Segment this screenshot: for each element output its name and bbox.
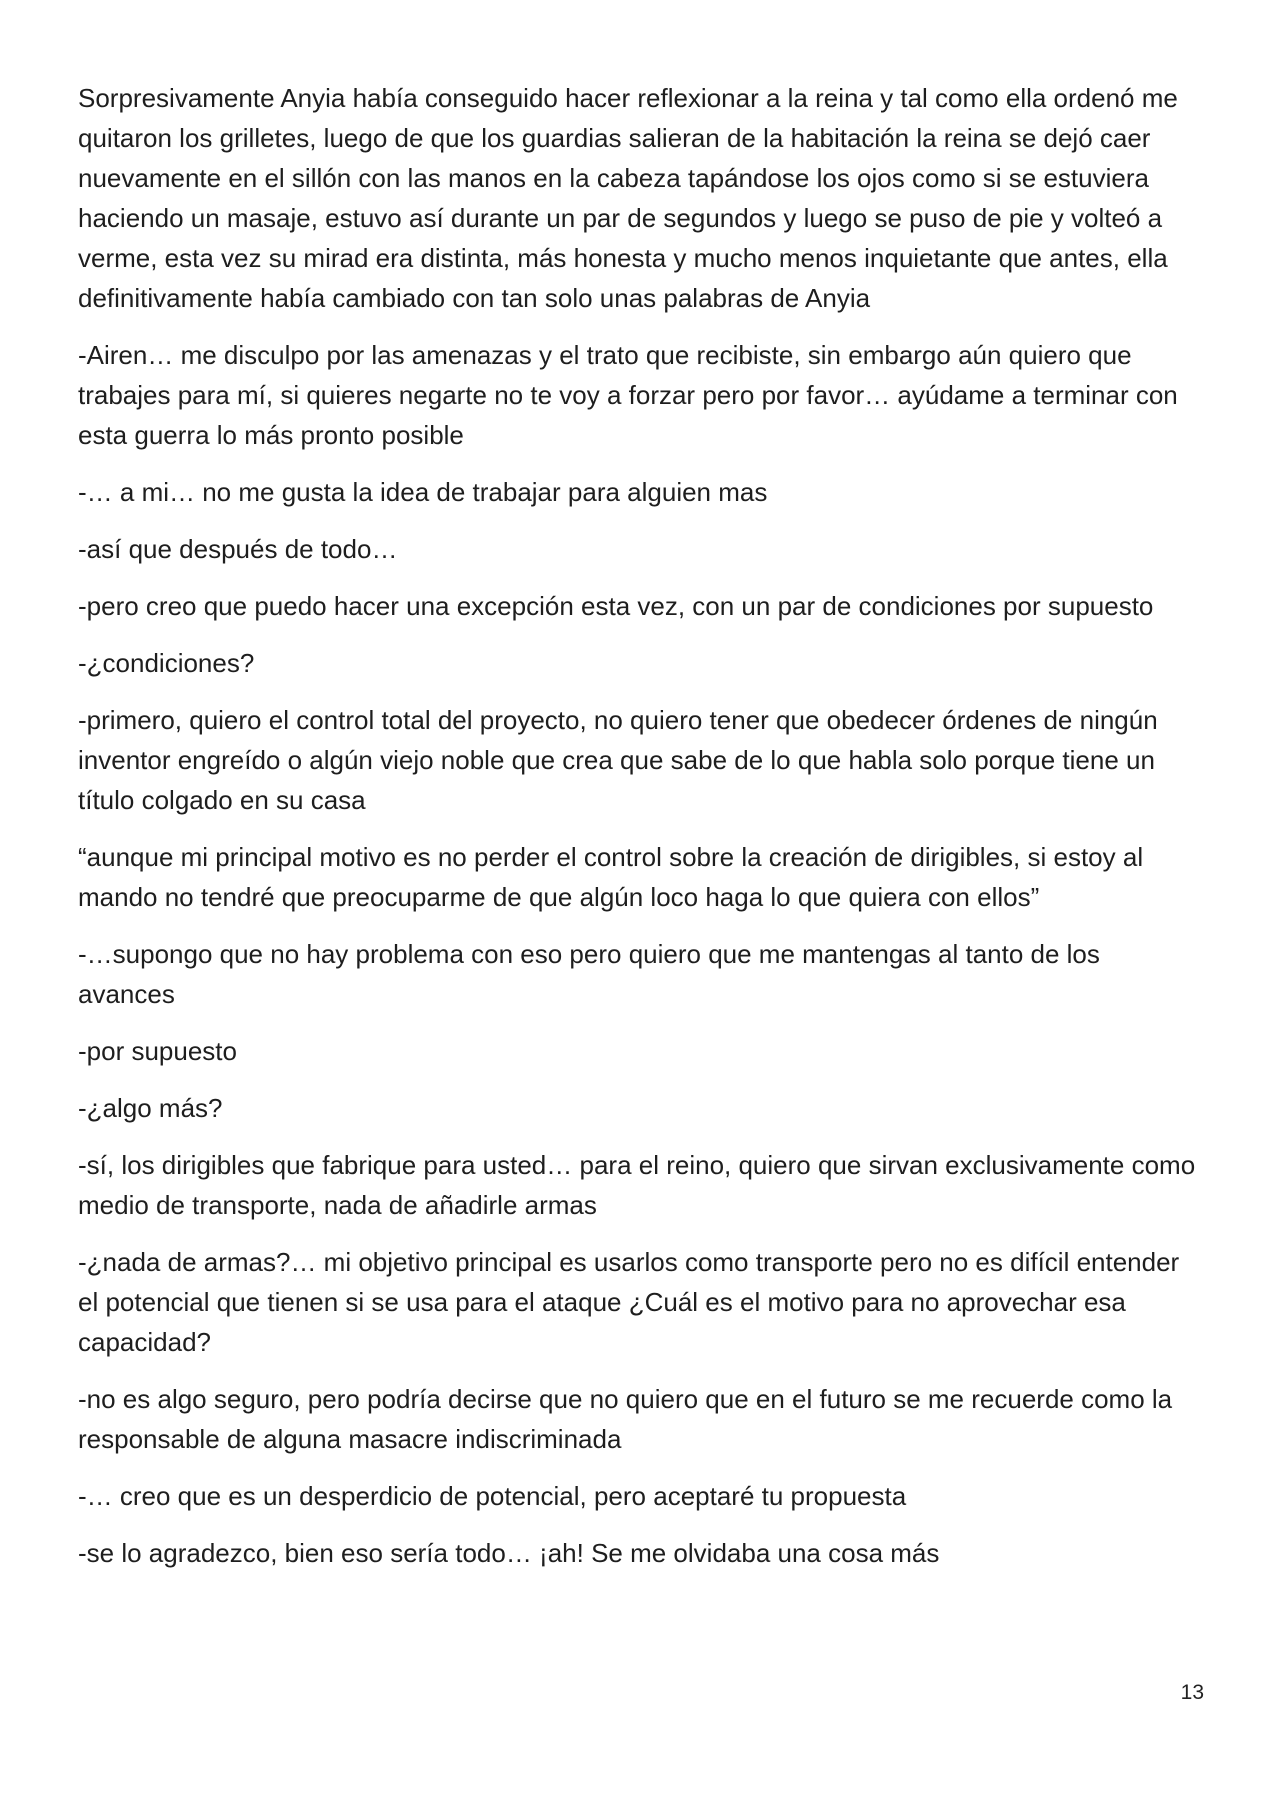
paragraph-16: -se lo agradezco, bien eso sería todo… ¡ah! Se me olvidaba una cosa más [78, 1538, 940, 1568]
page-number: 13 [1180, 1681, 1204, 1704]
paragraph-15: -… creo que es un desperdicio de potencial, pero aceptaré tu propuesta [78, 1481, 907, 1511]
paragraph-4: -así que después de todo… [78, 534, 398, 564]
paragraph-12: -sí, los dirigibles que fabrique para usted… para el reino, quiero que sirvan exclusivamente como medio de transporte, nada de añadirle armas [78, 1150, 1196, 1220]
paragraph-10: -por supuesto [78, 1036, 237, 1066]
paragraph-7: -primero, quiero el control total del proyecto, no quiero tener que obedecer órdenes de ningún inventor engreído o algún viejo noble que crea que sabe de lo que habla solo porque tiene un título colgado en su casa [78, 705, 1158, 815]
text-body [78, 78, 1203, 1590]
paragraph-5: -pero creo que puedo hacer una excepción esta vez, con un par de condiciones por supuesto [78, 591, 1154, 621]
paragraph-6: -¿condiciones? [78, 648, 255, 678]
paragraph-1: Sorpresivamente Anyia había conseguido hacer reflexionar a la reina y tal como ella ordenó me quitaron los grilletes, luego de que los guardias salieran de la habitación la reina se dejó caer nuevamente en el sillón con las manos en la cabeza tapándose los ojos como si se estuviera haciendo un masaje, estuvo así durante un par de segundos y luego se puso de pie y volteó a verme, esta vez su mirad era distinta, más honesta y mucho menos inquietante que antes, ella definitivamente había cambiado con tan solo unas palabras de Anyia [78, 83, 1178, 313]
paragraph-2: -Airen… me disculpo por las amenazas y el trato que recibiste, sin embargo aún quiero que trabajes para mí, si quieres negarte no te voy a forzar pero por favor… ayúdame a terminar con esta guerra lo más pronto posible [78, 340, 1178, 450]
paragraph-11: -¿algo más? [78, 1093, 223, 1123]
paragraph-13: -¿nada de armas?… mi objetivo principal es usarlos como transporte pero no es difícil entender el potencial que tienen si se usa para el ataque ¿Cuál es el motivo para no aprovechar esa capacidad? [78, 1247, 1180, 1357]
paragraph-3: -… a mi… no me gusta la idea de trabajar para alguien mas [78, 477, 768, 507]
paragraph-14: -no es algo seguro, pero podría decirse que no quiero que en el futuro se me recuerde como la responsable de alguna masacre indiscriminada [78, 1384, 1173, 1454]
paragraph-9: -…supongo que no hay problema con eso pero quiero que me mantengas al tanto de los avances [78, 939, 1100, 1009]
paragraph-8: “aunque mi principal motivo es no perder el control sobre la creación de dirigibles, si estoy al mando no tendré que preocuparme de que algún loco haga lo que quiera con ellos” [78, 842, 1144, 912]
